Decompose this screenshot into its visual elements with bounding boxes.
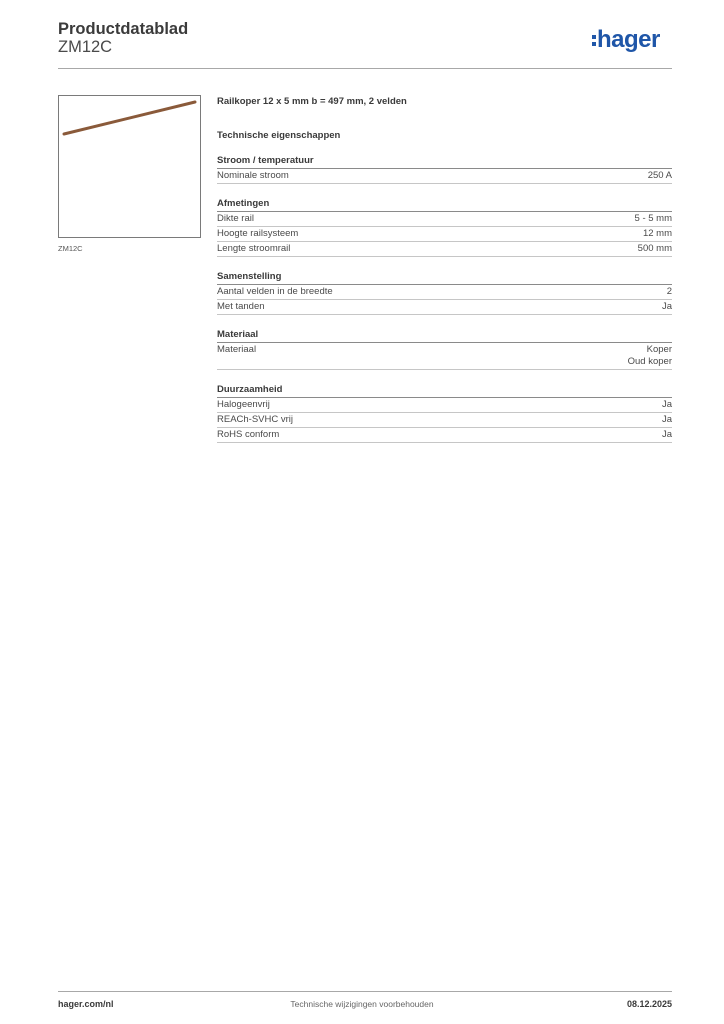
property-label: REACh-SVHC vrij [217, 414, 294, 425]
product-details [217, 96, 672, 443]
property-value [638, 243, 672, 255]
page-title: Productdatablad [58, 20, 189, 38]
property-value [643, 228, 672, 240]
header-divider [58, 68, 672, 69]
product-description: Railkoper 12 x 5 mm b = 497 mm, 2 velden [217, 96, 407, 107]
property-label: Hoogte railsysteem [217, 228, 299, 239]
property-value-line: 500 mm [637, 243, 672, 254]
property-section [217, 154, 672, 184]
property-label: Aantal velden in de breedte [217, 286, 333, 297]
property-row [217, 428, 672, 443]
property-section [217, 270, 672, 315]
copper-rail-bar [64, 102, 195, 134]
property-value [635, 213, 672, 225]
property-value-line: 2 [666, 286, 672, 297]
property-value-line: Ja [661, 301, 672, 312]
property-row [217, 242, 672, 257]
property-section [217, 328, 672, 370]
property-value [662, 429, 672, 441]
footer-date: 08.12.2025 [626, 999, 672, 1009]
property-label: Lengte stroomrail [217, 243, 291, 254]
section-title: Duurzaamheid [217, 383, 672, 398]
property-value-line: Koper [646, 344, 672, 355]
section-title: Stroom / temperatuur [217, 154, 672, 169]
footer-divider [58, 991, 672, 992]
properties-table [217, 154, 672, 443]
property-label: RoHS conform [217, 429, 280, 440]
section-title: Samenstelling [217, 270, 672, 285]
property-value [662, 399, 672, 411]
section-title: Afmetingen [217, 197, 672, 212]
property-value [667, 286, 672, 298]
property-row [217, 227, 672, 242]
property-value [662, 301, 672, 313]
property-label: Dikte rail [217, 213, 254, 224]
property-label: Materiaal [217, 344, 257, 355]
copper-rail-image [59, 96, 200, 237]
property-row [217, 285, 672, 300]
property-value-line: Ja [661, 414, 672, 425]
property-row [217, 300, 672, 315]
logo-dots-icon [592, 35, 596, 49]
footer-disclaimer: Technische wijzigingen voorbehouden [290, 999, 434, 1009]
property-section [217, 383, 672, 443]
property-value [648, 170, 672, 182]
property-value-line: Ja [661, 429, 672, 440]
property-row [217, 398, 672, 413]
property-value-line: 5 - 5 mm [634, 213, 672, 224]
property-label: Met tanden [217, 301, 265, 312]
property-label: Halogeenvrij [217, 399, 270, 410]
properties-heading: Technische eigenschappen [217, 130, 341, 141]
image-caption: ZM12C [58, 244, 83, 253]
section-title: Materiaal [217, 328, 672, 343]
property-section [217, 197, 672, 257]
property-row [217, 212, 672, 227]
property-value [662, 414, 672, 426]
product-image [58, 95, 201, 238]
property-value-line: Ja [661, 399, 672, 410]
property-value-line: Oud koper [627, 356, 672, 367]
property-value [628, 344, 672, 368]
product-code: ZM12C [58, 38, 113, 56]
hager-logo [592, 28, 660, 52]
property-row [217, 343, 672, 370]
property-row [217, 169, 672, 184]
property-label: Nominale stroom [217, 170, 289, 181]
property-row [217, 413, 672, 428]
footer-website-link[interactable]: hager.com/nl [58, 999, 114, 1009]
property-value-line: 250 A [647, 170, 672, 181]
logo-wordmark: hager [597, 26, 660, 53]
property-value-line: 12 mm [642, 228, 672, 239]
